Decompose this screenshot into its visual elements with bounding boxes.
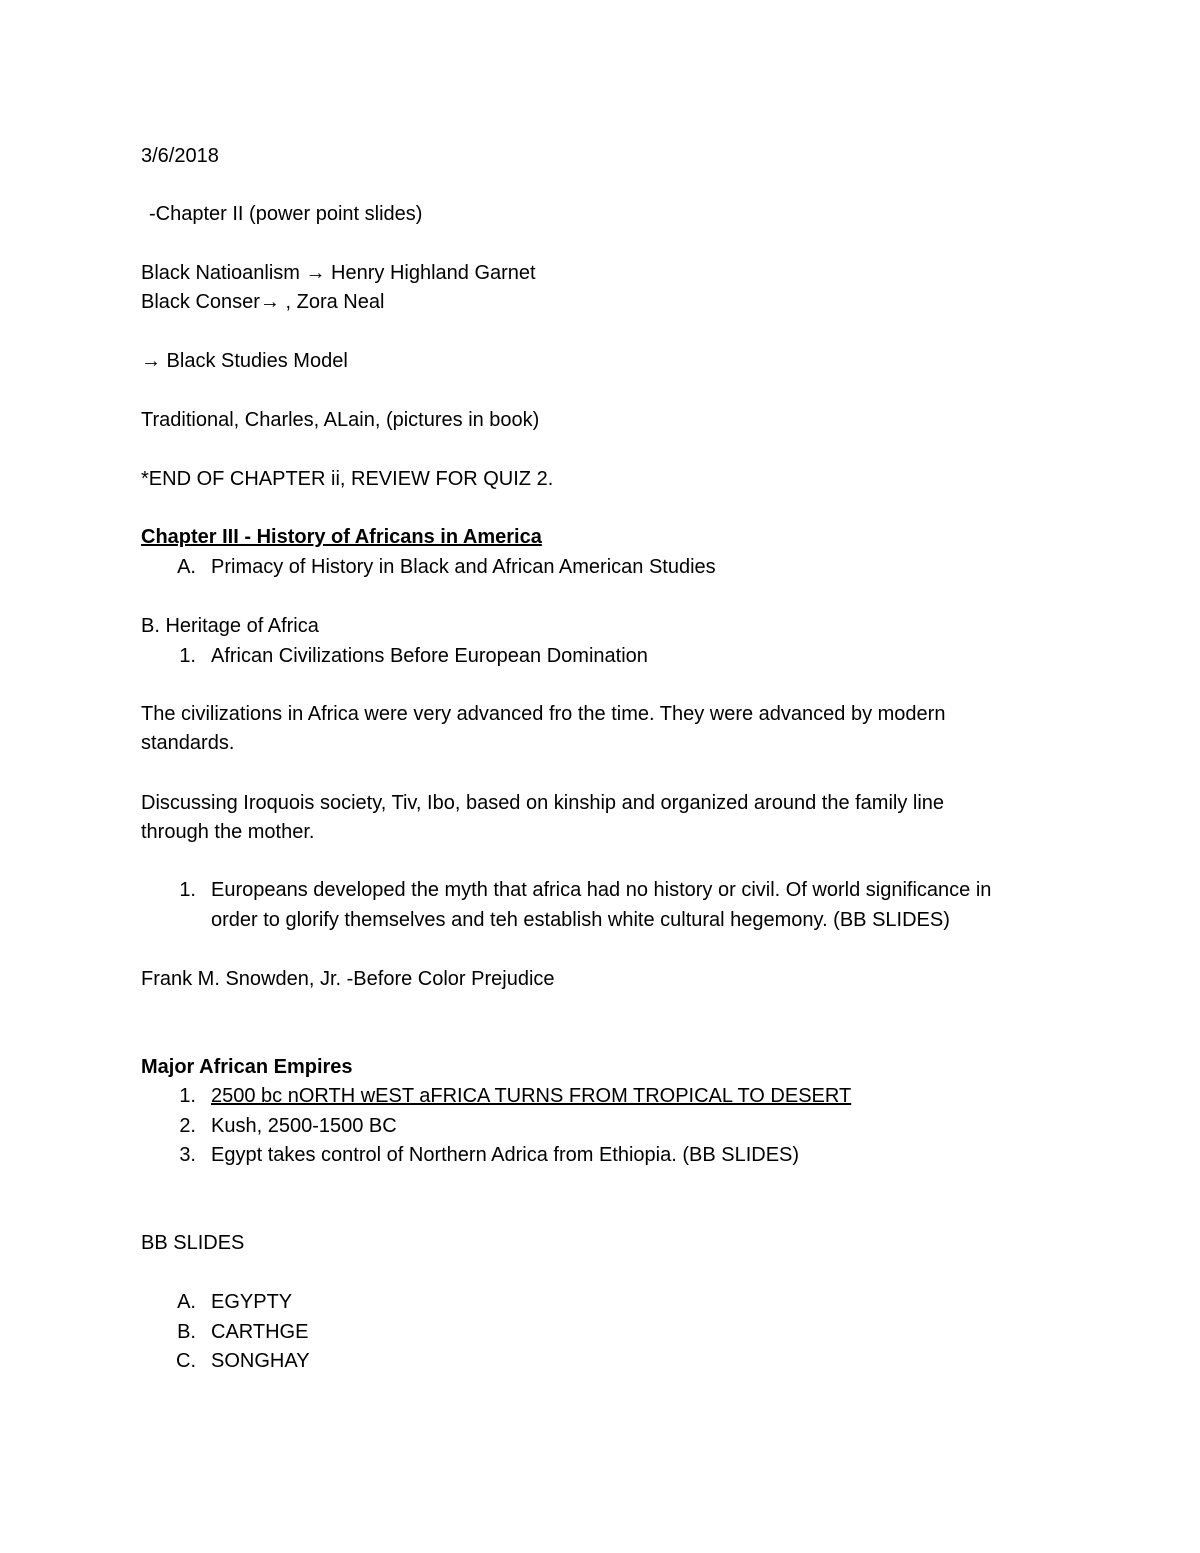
list-item-civilizations: African Civilizations Before European Domination [211, 645, 648, 667]
list-marker: A. [177, 556, 196, 578]
list-marker: 1. [179, 879, 196, 901]
list-marker: A. [177, 1291, 196, 1313]
conser-line: Black Conser→ , Zora Neal [141, 291, 385, 313]
paragraph-kinship-line-1: Discussing Iroquois society, Tiv, Ibo, based on kinship and organized around the family line [141, 792, 945, 814]
list-marker: B. [177, 1321, 196, 1343]
list-item-europeans-line-2: order to glorify themselves and teh establish white cultural hegemony. (BB SLIDES) [211, 909, 950, 931]
chapter-iii-heading: Chapter III - History of Africans in America [141, 526, 542, 548]
bb-slides-heading: BB SLIDES [141, 1232, 245, 1254]
paragraph-kinship-line-2: through the mother. [141, 821, 315, 843]
list-item-empire: Kush, 2500-1500 BC [211, 1115, 397, 1137]
traditional-line: Traditional, Charles, ALain, (pictures in book) [141, 409, 540, 431]
list-item-bb-slide: SONGHAY [211, 1350, 310, 1372]
list-item-primacy: Primacy of History in Black and African American Studies [211, 556, 716, 578]
date-line: 3/6/2018 [141, 145, 219, 167]
list-item-empire: 2500 bc nORTH wEST aFRICA TURNS FROM TROPICAL TO DESERT [211, 1085, 852, 1107]
model-line: → Black Studies Model [141, 350, 348, 372]
heritage-line: B. Heritage of Africa [141, 615, 319, 637]
list-marker: 3. [179, 1144, 196, 1166]
list-marker: 1. [179, 645, 196, 667]
chapter-ii-note: -Chapter II (power point slides) [149, 203, 423, 225]
list-marker: 2. [179, 1115, 196, 1137]
nationalism-line: Black Natioanlism → Henry Highland Garnet [141, 262, 536, 284]
snowden-line: Frank M. Snowden, Jr. -Before Color Prejudice [141, 968, 555, 990]
paragraph-advanced-line-2: standards. [141, 732, 235, 754]
empires-heading: Major African Empires [141, 1056, 353, 1078]
list-item-bb-slide: EGYPTY [211, 1291, 293, 1313]
list-item-europeans-line-1: Europeans developed the myth that africa had no history or civil. Of world significance in [211, 879, 992, 901]
end-of-chapter-line: *END OF CHAPTER ii, REVIEW FOR QUIZ 2. [141, 468, 554, 490]
paragraph-advanced-line-1: The civilizations in Africa were very advanced fro the time. They were advanced by modern [141, 703, 946, 725]
list-marker: C. [176, 1350, 196, 1372]
list-item-empire: Egypt takes control of Northern Adrica from Ethiopia. (BB SLIDES) [211, 1144, 800, 1166]
list-item-bb-slide: CARTHGE [211, 1321, 309, 1343]
list-marker: 1. [179, 1085, 196, 1107]
